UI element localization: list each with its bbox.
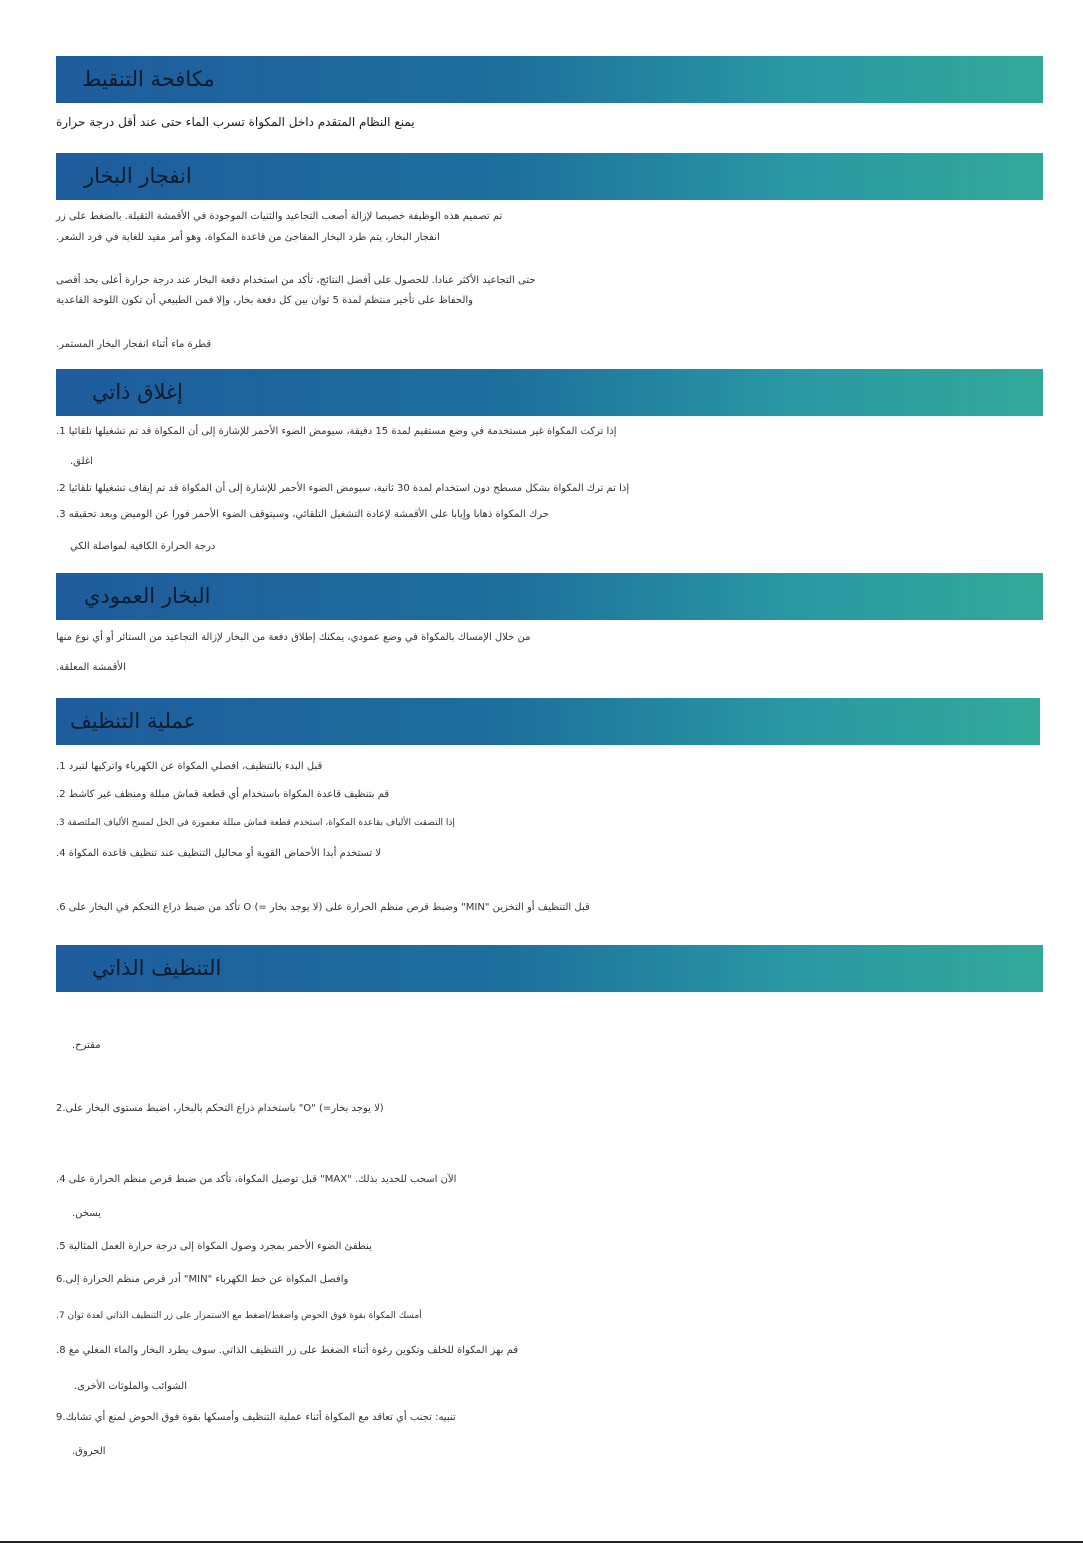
section-title: إغلاق ذاتي [92, 380, 183, 404]
body-text: حتى التجاعيد الأكثر عنادا. للحصول على أفضل النتائج، تأكد من استخدام دفعة البخار عند درجة حرارة أعلى بحد أقصى [56, 275, 536, 286]
body-text: اغلق. [70, 456, 93, 467]
section-header-cleaning [56, 698, 1040, 745]
page-bottom-rule [0, 1541, 1083, 1543]
section-title: مكافحة التنقيط [82, 67, 215, 91]
list-item: تنبيه: تجنب أي تعاقد مع المكواة أثناء عملية التنظيف وأمسكها بقوة فوق الحوض لمنع أي تشابك.9 [56, 1412, 456, 1423]
section-header-steam-burst [56, 153, 1043, 200]
section-title: عملية التنظيف [70, 709, 197, 733]
list-item: الآن اسحب للحديد بذلك. "MAX" قبل توصيل المكواة، تأكد من ضبط قرص منظم الحرارة على 4. [56, 1174, 457, 1185]
list-item: إذا التصقت الألياف بقاعدة المكواة، استخدم قطعة قماش مبللة مغمورة في الخل لمسح الألياف الملتصقة 3. [56, 818, 455, 828]
list-item: (لا يوجد بخار=) "O" باستخدام ذراع التحكم بالبخار، اضبط مستوى البخار على.2 [56, 1103, 384, 1114]
section-header-auto-off [56, 369, 1043, 416]
section-header-self-clean [56, 945, 1043, 992]
list-item: وافصل المكواة عن خط الكهرباء "MIN" أدر قرص منظم الحرارة إلى.6 [56, 1274, 349, 1285]
body-text: درجة الحرارة الكافية لمواصلة الكي [70, 541, 216, 552]
body-text: قطرة ماء أثناء انفجار البخار المستمر. [56, 339, 212, 350]
list-item: قبل التنظيف أو التخزين "MIN" وضبط قرص منظم الحرارة على (لا يوجد بخار =) O تأكد من ضبط ذراع التحكم في البخار على 6. [56, 902, 590, 913]
body-text: الشوائب والملوثات الأخرى. [74, 1381, 187, 1392]
list-item: لا تستخدم أبدا الأحماض القوية أو محاليل التنظيف عند تنظيف قاعدة المكواة 4. [56, 848, 382, 859]
section-header-vertical-steam [56, 573, 1043, 620]
body-text: الحروق. [72, 1446, 106, 1457]
list-item: أمسك المكواة بقوة فوق الحوض واضغط/اضغط مع الاستمرار على زر التنظيف الذاتي لعدة ثوان 7. [56, 1311, 422, 1321]
body-text: تم تصميم هذه الوظيفة خصيصا لإزالة أصعب التجاعيد والثنيات الموجودة في الأقمشة الثقيلة. بالضغط على زر [56, 211, 503, 222]
list-item: قم بهز المكواة للخلف وتكوين رغوة أثناء الضغط على زر التنظيف الذاتي. سوف يطرد البخار والماء المغلي مع 8. [56, 1345, 519, 1356]
section-title: التنظيف الذاتي [92, 956, 222, 980]
list-item: ينطفئ الضوء الأحمر بمجرد وصول المكواة إلى درجة حرارة العمل المثالية 5. [56, 1241, 372, 1252]
section-title: البخار العمودي [84, 584, 211, 608]
body-text: والحفاظ على تأخير منتظم لمدة 5 ثوان بين كل دفعة بخار، وإلا فمن الطبيعي أن تكون اللوحة القاعدية [56, 295, 473, 306]
section-title: انفجار البخار [84, 164, 192, 188]
body-text: مقترح. [72, 1040, 101, 1051]
list-item: حرك المكواة ذهابا وإيابا على الأقمشة لإعادة التشغيل التلقائي، وسيتوقف الضوء الأحمر فورا عن الوميض وبعد تحقيقه 3. [56, 509, 549, 520]
body-text: يمنع النظام المتقدم داخل المكواة تسرب الماء حتى عند أقل درجة حرارة [56, 115, 415, 129]
list-item: قم بتنظيف قاعدة المكواة باستخدام أي قطعة قماش مبللة ومنظف غير كاشط 2. [56, 789, 390, 800]
body-text: الأقمشة المعلقة. [56, 662, 126, 673]
section-header-anti-drip [56, 56, 1043, 103]
list-item: إذا تم ترك المكواة بشكل مسطح دون استخدام لمدة 30 ثانية، سيومض الضوء الأحمر للإشارة إلى أن المكواة قد تم إيقاف تشغيلها تلقائيا 2. [56, 483, 630, 494]
body-text: انفجار البخار، يتم طرد البخار المفاجئ من قاعدة المكواة، وهو أمر مفيد للغاية في فرد الشعر. [56, 232, 440, 243]
list-item: إذا تركت المكواة غير مستخدمة في وضع مستقيم لمدة 15 دقيقة، سيومض الضوء الأحمر للإشارة إلى أن المكواة قد تم تشغيلها تلقائيا 1. [56, 426, 617, 437]
body-text: من خلال الإمساك بالمكواة في وضع عمودي، يمكنك إطلاق دفعة من البخار لإزالة التجاعيد من الستائر أو أي نوع منها [56, 632, 531, 643]
list-item: قبل البدء بالتنظيف، افصلي المكواة عن الكهرباء واتركيها لتبرد 1. [56, 761, 323, 772]
body-text: يسخن. [72, 1208, 101, 1219]
